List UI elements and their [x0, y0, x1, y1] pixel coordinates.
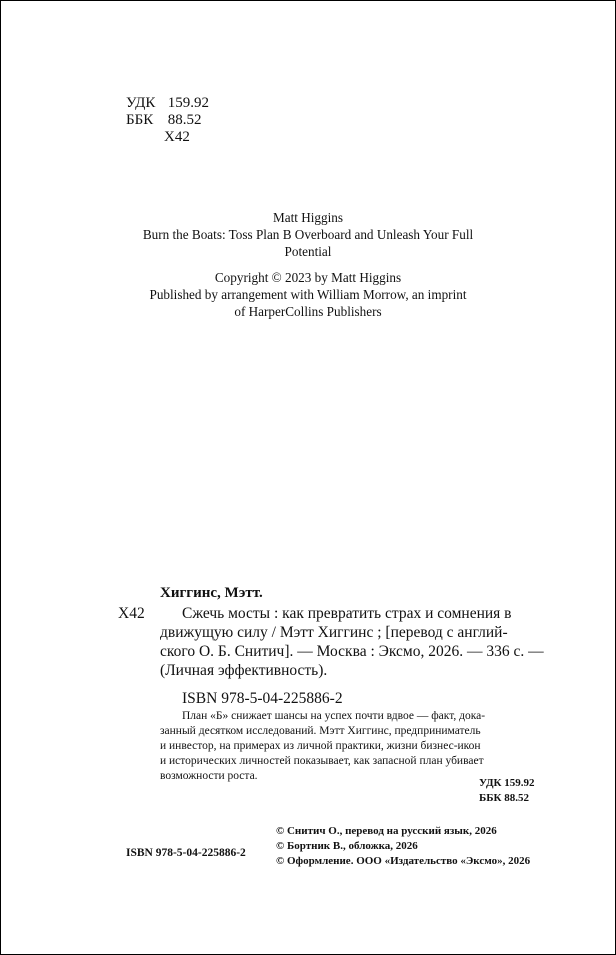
bibliographic-line2: движущую силу / Мэтт Хиггинс ; [перевод с англий-: [160, 624, 508, 641]
udk-value: 159.92: [167, 95, 209, 111]
annotation-line3: и инвестор, на примерах из личной практики, жизни бизнес-икон: [160, 740, 481, 752]
copyright-line2: Published by arrangement with William Morrow, an imprint: [149, 287, 467, 302]
annotation-line4: и исторических личностей показывает, как запасной план убивает: [160, 755, 484, 767]
bbk-value: 88.52: [167, 112, 202, 128]
original-edition: [1, 209, 615, 260]
credit-cover: © Бортник В., обложка, 2026: [276, 840, 418, 852]
udk-line: [126, 94, 209, 112]
credit-design: © Оформление. ООО «Издательство «Эксмо», 2026: [276, 855, 531, 867]
original-title-line2: Potential: [284, 244, 332, 259]
bibliographic-line3: ского О. Б. Снитич]. — Москва : Эксмо, 2026. — 336 с. —: [160, 643, 544, 660]
copyright-line3: of HarperCollins Publishers: [234, 304, 382, 319]
credit-translation: © Снитич О., перевод на русский язык, 2026: [276, 825, 497, 837]
annotation-line1: План «Б» снижает шансы на успех почти вдвое — факт, дока-: [182, 710, 486, 722]
footer-isbn: ISBN 978-5-04-225886-2: [126, 847, 246, 859]
udk-label: УДК: [126, 95, 156, 111]
original-author: Matt Higgins: [273, 210, 343, 225]
bottom-udk: УДК 159.92: [479, 777, 535, 789]
bottom-bbk: ББК 88.52: [479, 792, 530, 804]
author-mark-top: Х42: [164, 129, 190, 145]
bibliographic-author: Хиггинс, Мэтт.: [160, 585, 263, 601]
copyright-block: [1, 269, 615, 320]
bibliographic-line1: Сжечь мосты : как превратить страх и сомнения в: [182, 605, 512, 622]
bibliographic-isbn: ISBN 978-5-04-225886-2: [182, 690, 343, 707]
annotation-line5: возможности роста.: [160, 770, 258, 782]
copyright-line1: Copyright © 2023 by Matt Higgins: [214, 270, 402, 285]
bibliographic-author-mark: Х42: [118, 605, 145, 622]
bbk-label: ББК: [126, 112, 154, 128]
bibliographic-line4: (Личная эффективность).: [160, 662, 328, 679]
annotation-line2: занный десятком исследований. Мэтт Хиггинс, предприниматель: [160, 725, 481, 737]
bbk-line: [126, 111, 202, 129]
original-title-line1: Burn the Boats: Toss Plan B Overboard and Unleash Your Full: [142, 227, 474, 242]
